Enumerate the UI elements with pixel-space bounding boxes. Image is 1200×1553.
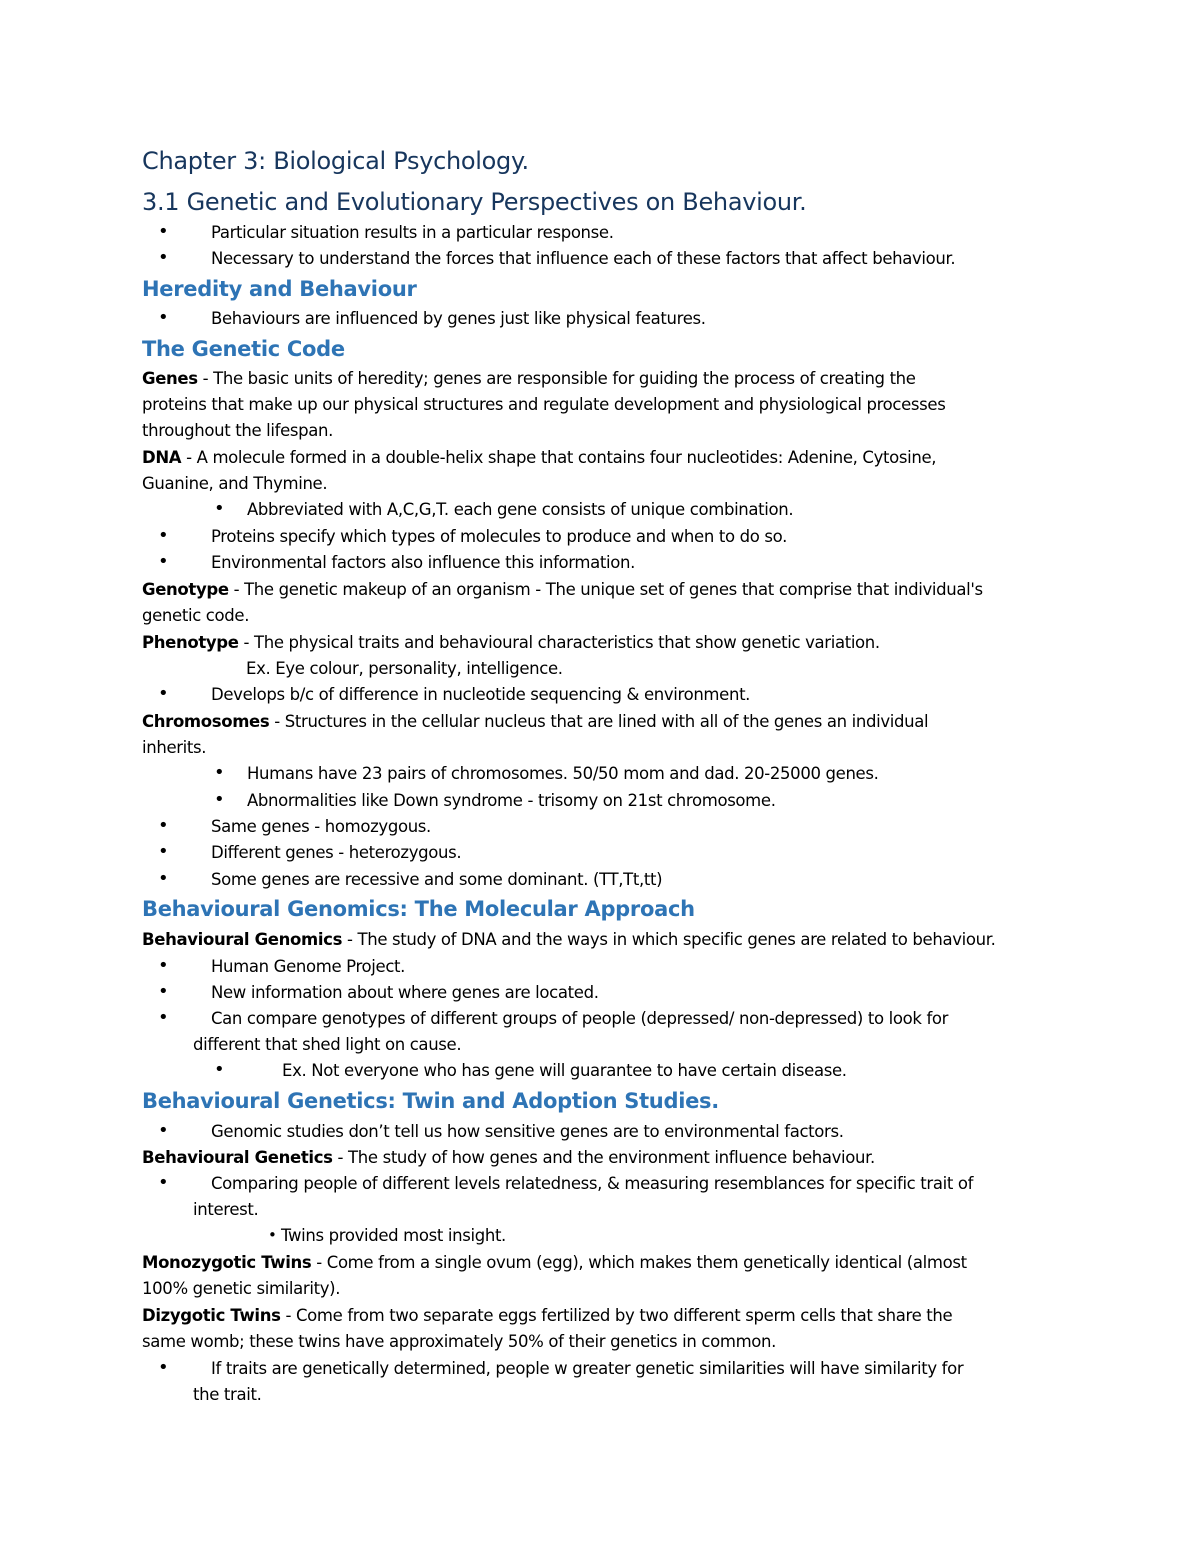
dna-sub-bullet: Abbreviated with A,C,G,T. each gene consists of unique combination. — [247, 500, 794, 519]
bullet-icon: • — [158, 1007, 169, 1028]
term-genes: Genes — [142, 369, 198, 388]
genomics-bullet: New information about where genes are located. — [211, 983, 599, 1002]
intro-bullet: Particular situation results in a particular response. — [211, 223, 614, 242]
bullet-icon: • — [158, 221, 169, 242]
dizygotic-definition: Dizygotic Twins - Come from two separate eggs fertilized by two different sperm cells that share the — [142, 1306, 953, 1325]
genetics-definition: Behavioural Genetics - The study of how genes and the environment influence behaviour. — [142, 1148, 875, 1167]
genotype-definition: Genotype - The genetic makeup of an organism - The unique set of genes that comprise that individual's — [142, 580, 983, 599]
bullet-icon: • — [214, 1059, 225, 1080]
bullet-icon: • — [158, 307, 169, 328]
dna-bullet: Environmental factors also influence this information. — [211, 553, 636, 572]
dna-bullet: Proteins specify which types of molecules to produce and when to do so. — [211, 527, 787, 546]
genomics-bullet: Can compare genotypes of different groups of people (depressed/ non-depressed) to look for — [211, 1009, 949, 1028]
genomics-sub-bullet: Ex. Not everyone who has gene will guarantee to have certain disease. — [282, 1061, 847, 1080]
bullet-icon: • — [158, 815, 169, 836]
bullet-icon: • — [158, 683, 169, 704]
dna-definition-line: Guanine, and Thymine. — [142, 474, 328, 493]
bullet-icon: • — [158, 981, 169, 1002]
term-dna: DNA — [142, 448, 182, 467]
genomics-bullet-continuation: different that shed light on cause. — [193, 1035, 462, 1054]
genotype-definition-line: genetic code. — [142, 606, 250, 625]
genetics-bullet-continuation: interest. — [193, 1200, 259, 1219]
genetics-bullet: If traits are genetically determined, people w greater genetic similarities will have similarity for — [211, 1359, 964, 1378]
phenotype-example: Ex. Eye colour, personality, intelligence. — [246, 659, 563, 678]
monozygotic-definition: Monozygotic Twins - Come from a single ovum (egg), which makes them genetically identical (almost — [142, 1253, 967, 1272]
bullet-icon: • — [158, 1357, 169, 1378]
bullet-icon: • — [158, 1172, 169, 1193]
term-genotype: Genotype — [142, 580, 229, 599]
heredity-bullet: Behaviours are influenced by genes just like physical features. — [211, 309, 706, 328]
chromosomes-definition: Chromosomes - Structures in the cellular nucleus that are lined with all of the genes an individual — [142, 712, 929, 731]
genetics-sub-bullet: Twins provided most insight. — [281, 1226, 506, 1245]
genomics-bullet: Human Genome Project. — [211, 957, 406, 976]
genetic-code-heading: The Genetic Code — [142, 337, 345, 361]
intro-bullet: Necessary to understand the forces that influence each of these factors that affect behaviour. — [211, 249, 956, 268]
bullet-icon: • — [214, 762, 225, 783]
heredity-heading: Heredity and Behaviour — [142, 277, 417, 301]
bullet-icon: • — [158, 868, 169, 889]
chapter-title: Chapter 3: Biological Psychology. — [142, 147, 529, 175]
chromosomes-sub-bullet: Abnormalities like Down syndrome - trisomy on 21st chromosome. — [247, 791, 776, 810]
genomics-heading: Behavioural Genomics: The Molecular Approach — [142, 897, 695, 921]
dizygotic-definition-line: same womb; these twins have approximately 50% of their genetics in common. — [142, 1332, 777, 1351]
bullet-icon: • — [158, 841, 169, 862]
bullet-icon: • — [214, 789, 225, 810]
bullet-icon: • — [158, 247, 169, 268]
chromosomes-bullet: Some genes are recessive and some dominant. (TT,Tt,tt) — [211, 870, 663, 889]
bullet-icon: • — [268, 1226, 277, 1244]
genetics-bullet: Comparing people of different levels relatedness, & measuring resemblances for specific trait of — [211, 1174, 974, 1193]
genetics-bullet-continuation: the trait. — [193, 1385, 262, 1404]
term-dizygotic-twins: Dizygotic Twins — [142, 1306, 281, 1325]
bullet-icon: • — [158, 551, 169, 572]
genes-definition-line: throughout the lifespan. — [142, 421, 334, 440]
term-phenotype: Phenotype — [142, 633, 239, 652]
genetics-bullet: Genomic studies don’t tell us how sensitive genes are to environmental factors. — [211, 1122, 844, 1141]
term-monozygotic-twins: Monozygotic Twins — [142, 1253, 312, 1272]
monozygotic-definition-line: 100% genetic similarity). — [142, 1279, 341, 1298]
chromosomes-sub-bullet: Humans have 23 pairs of chromosomes. 50/50 mom and dad. 20-25000 genes. — [247, 764, 879, 783]
phenotype-definition: Phenotype - The physical traits and behavioural characteristics that show genetic variation. — [142, 633, 880, 652]
bullet-icon: • — [214, 498, 225, 519]
chromosomes-definition-line: inherits. — [142, 738, 207, 757]
genes-definition: Genes - The basic units of heredity; genes are responsible for guiding the process of creating the — [142, 369, 916, 388]
genes-definition-line: proteins that make up our physical structures and regulate development and physiological processes — [142, 395, 946, 414]
genetics-heading: Behavioural Genetics: Twin and Adoption Studies. — [142, 1089, 719, 1113]
bullet-icon: • — [158, 525, 169, 546]
phenotype-bullet: Develops b/c of difference in nucleotide sequencing & environment. — [211, 685, 751, 704]
chromosomes-bullet: Different genes - heterozygous. — [211, 843, 462, 862]
bullet-icon: • — [158, 955, 169, 976]
section-title: 3.1 Genetic and Evolutionary Perspectives on Behaviour. — [142, 188, 807, 216]
term-behavioural-genetics: Behavioural Genetics — [142, 1148, 333, 1167]
term-chromosomes: Chromosomes — [142, 712, 270, 731]
term-behavioural-genomics: Behavioural Genomics — [142, 930, 343, 949]
genomics-definition: Behavioural Genomics - The study of DNA and the ways in which specific genes are related to behaviour. — [142, 930, 996, 949]
chromosomes-bullet: Same genes - homozygous. — [211, 817, 431, 836]
bullet-icon: • — [158, 1120, 169, 1141]
dna-definition: DNA - A molecule formed in a double-helix shape that contains four nucleotides: Adenine, Cytosine, — [142, 448, 937, 467]
